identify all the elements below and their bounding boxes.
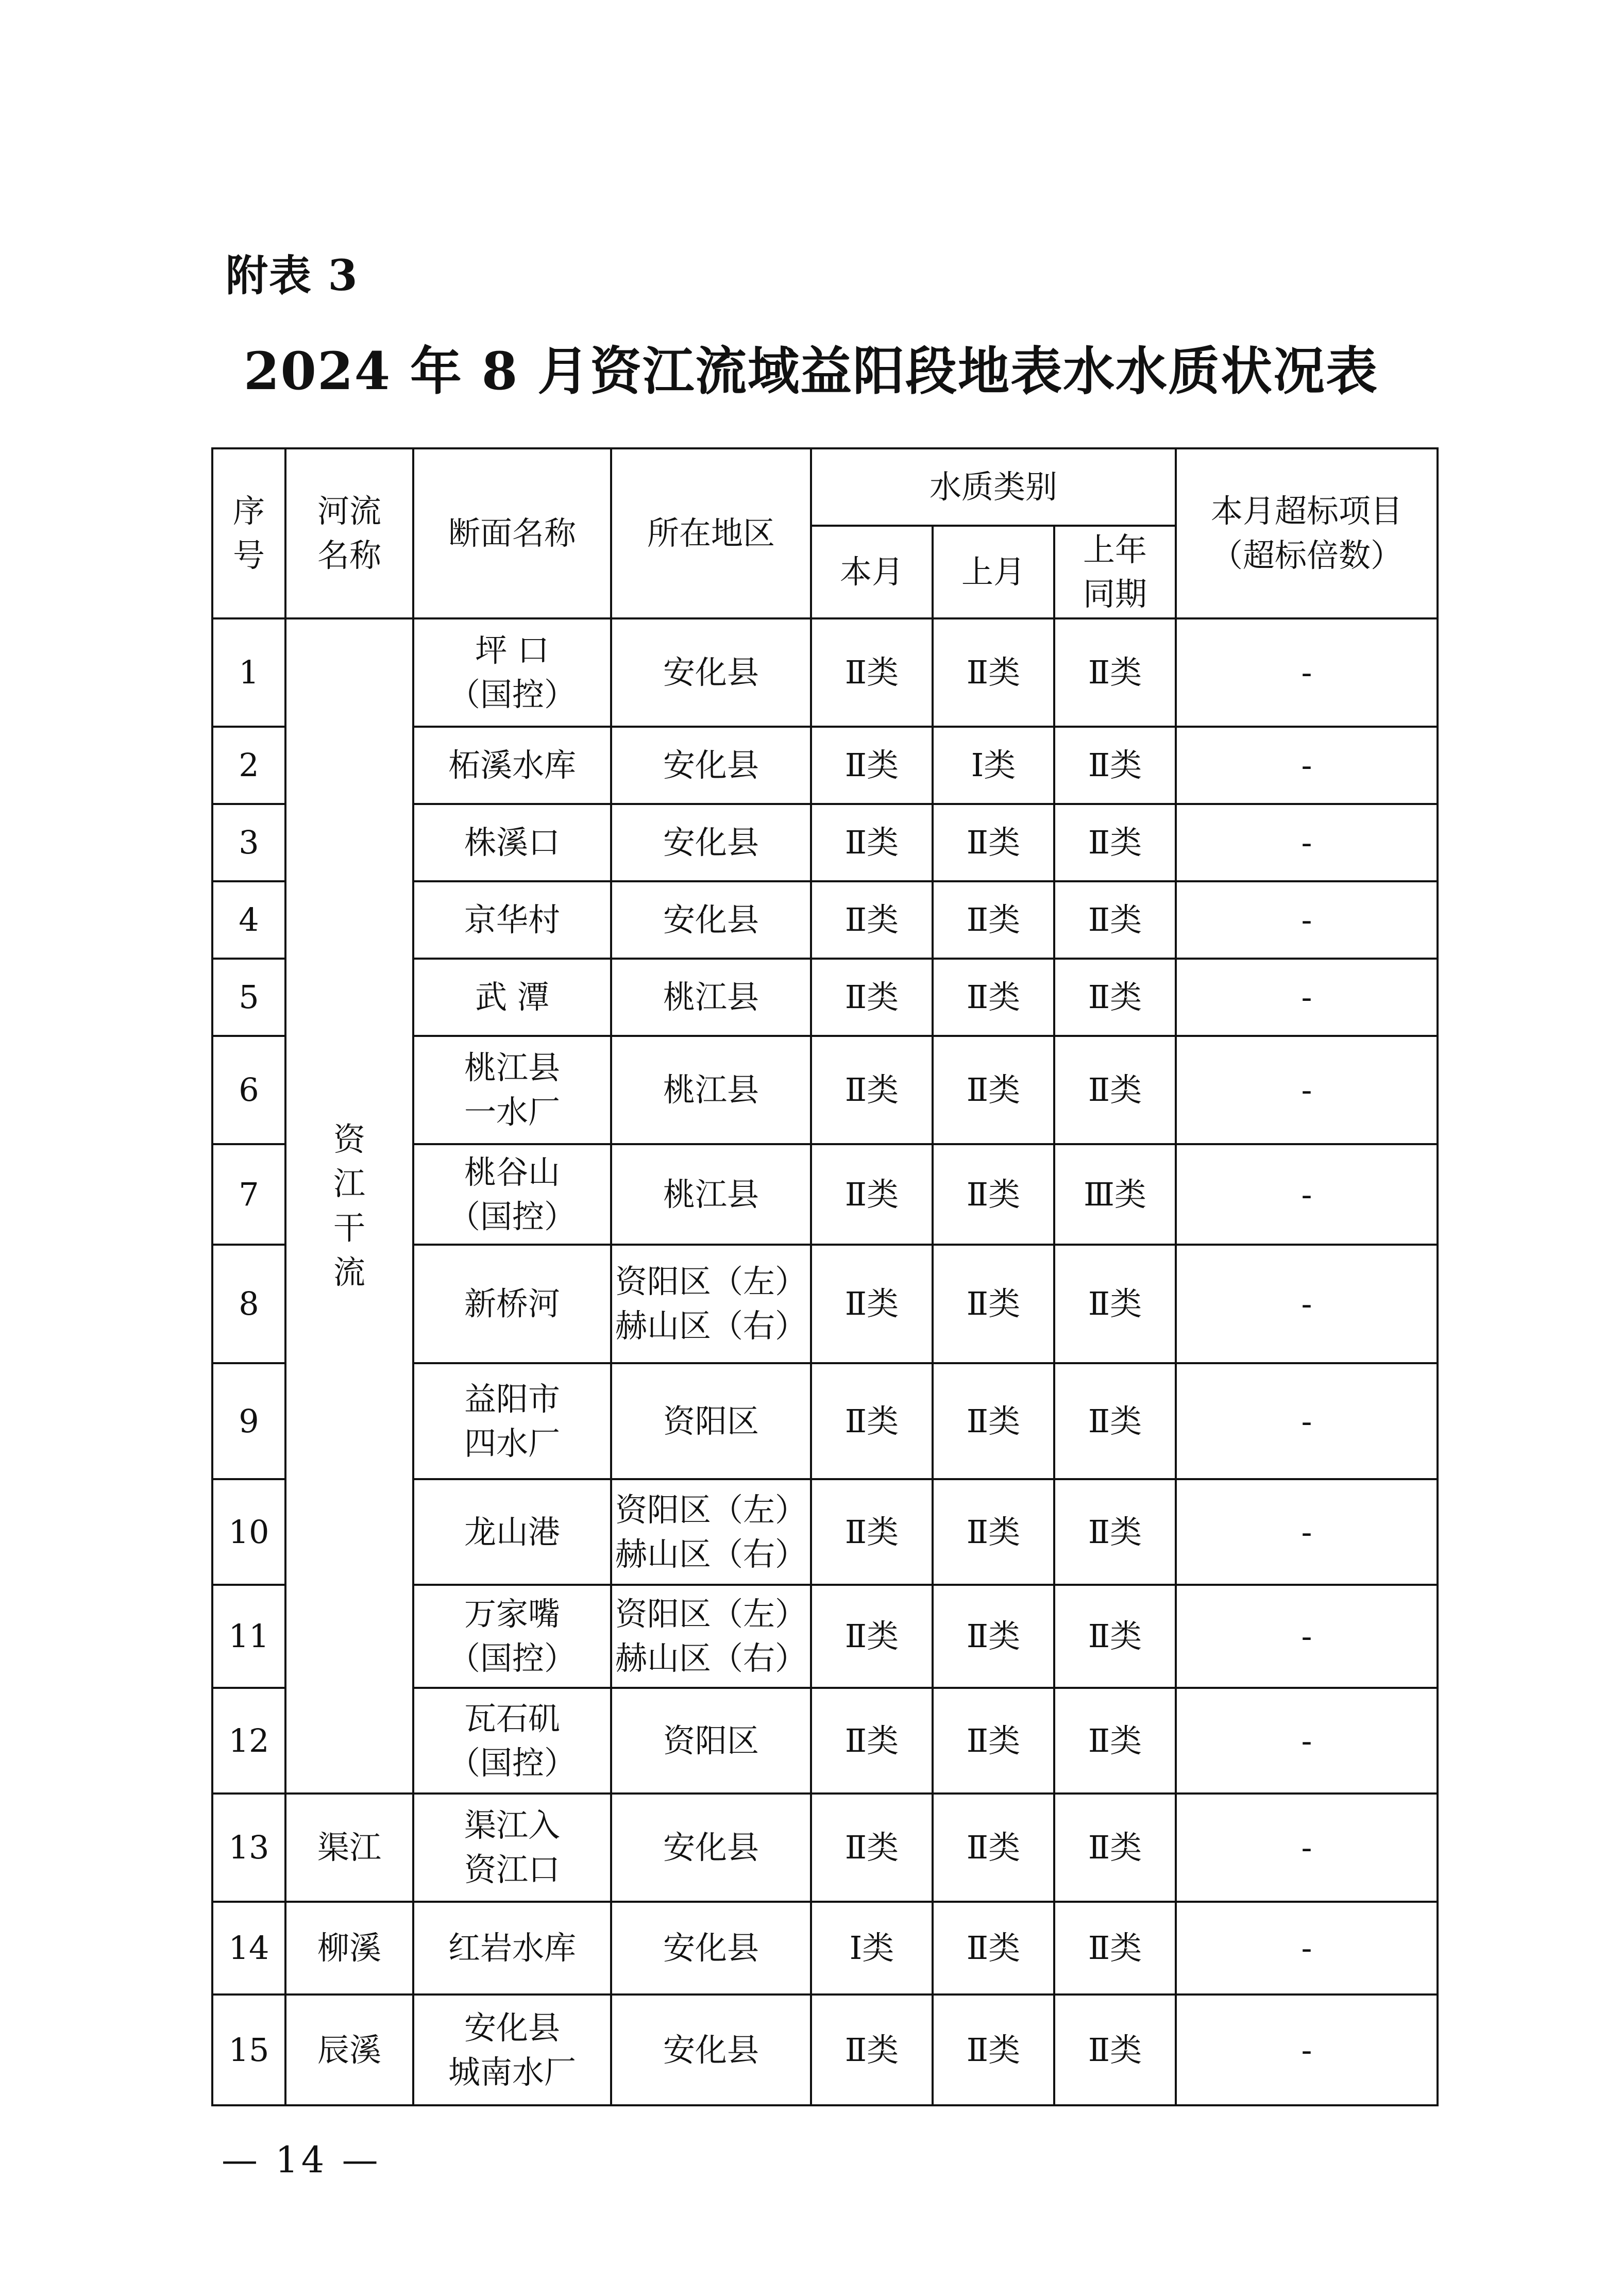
class-last-year-cell: Ⅱ类 xyxy=(1054,881,1176,959)
section-name-cell: 瓦石矶 （国控） xyxy=(413,1688,611,1794)
seq-cell: 10 xyxy=(212,1479,285,1585)
seq-cell: 5 xyxy=(212,959,285,1036)
seq-cell: 8 xyxy=(212,1245,285,1363)
class-last-month-cell: Ⅱ类 xyxy=(933,1902,1054,1995)
class-last-month-cell: Ⅱ类 xyxy=(933,881,1054,959)
exceed-cell: - xyxy=(1176,1688,1438,1794)
header-this-month: 本月 xyxy=(811,526,933,618)
class-last-year-cell: Ⅱ类 xyxy=(1054,1902,1176,1995)
page-number: — 14 — xyxy=(222,2139,381,2181)
class-this-month-cell: Ⅱ类 xyxy=(811,1794,933,1902)
class-last-year-cell: Ⅱ类 xyxy=(1054,1688,1176,1794)
river-name-cell: 资 江 干 流 xyxy=(285,618,413,1794)
seq-cell: 13 xyxy=(212,1794,285,1902)
area-cell: 安化县 xyxy=(611,1902,811,1995)
table-header xyxy=(212,448,1438,618)
section-name-cell: 渠江入 资江口 xyxy=(413,1794,611,1902)
header-last-month: 上月 xyxy=(933,526,1054,618)
area-cell: 资阳区 xyxy=(611,1688,811,1794)
area-cell: 桃江县 xyxy=(611,1144,811,1245)
class-this-month-cell: Ⅱ类 xyxy=(811,881,933,959)
class-this-month-cell: Ⅱ类 xyxy=(811,1245,933,1363)
class-last-month-cell: Ⅱ类 xyxy=(933,959,1054,1036)
exceed-cell: - xyxy=(1176,1902,1438,1995)
class-this-month-cell: Ⅱ类 xyxy=(811,1036,933,1144)
section-name-cell: 京华村 xyxy=(413,881,611,959)
exceed-cell: - xyxy=(1176,1363,1438,1479)
section-name-cell: 益阳市 四水厂 xyxy=(413,1363,611,1479)
class-this-month-cell: Ⅱ类 xyxy=(811,804,933,881)
table-body xyxy=(212,618,1438,2105)
class-last-year-cell: Ⅲ类 xyxy=(1054,1144,1176,1245)
page-title: 2024 年 8 月资江流域益阳段地表水水质状况表 xyxy=(243,341,1379,401)
section-name-cell: 万家嘴 （国控） xyxy=(413,1585,611,1688)
class-this-month-cell: Ⅱ类 xyxy=(811,959,933,1036)
seq-cell: 2 xyxy=(212,727,285,804)
seq-cell: 7 xyxy=(212,1144,285,1245)
class-this-month-cell: Ⅱ类 xyxy=(811,1995,933,2105)
section-name-cell: 坪 口 （国控） xyxy=(413,618,611,727)
exceed-cell: - xyxy=(1176,618,1438,727)
seq-cell: 3 xyxy=(212,804,285,881)
class-this-month-cell: Ⅱ类 xyxy=(811,1688,933,1794)
class-last-year-cell: Ⅱ类 xyxy=(1054,1036,1176,1144)
section-name-cell: 龙山港 xyxy=(413,1479,611,1585)
area-cell: 桃江县 xyxy=(611,959,811,1036)
river-name-cell: 渠江 xyxy=(285,1794,413,1902)
table-row xyxy=(212,618,1438,727)
class-this-month-cell: Ⅱ类 xyxy=(811,1585,933,1688)
table-row xyxy=(212,1995,1438,2105)
seq-cell: 14 xyxy=(212,1902,285,1995)
class-this-month-cell: Ⅱ类 xyxy=(811,1363,933,1479)
class-last-year-cell: Ⅱ类 xyxy=(1054,1479,1176,1585)
area-cell: 资阳区（左） 赫山区（右） xyxy=(611,1585,811,1688)
class-last-month-cell: Ⅱ类 xyxy=(933,1245,1054,1363)
exceed-cell: - xyxy=(1176,1995,1438,2105)
class-last-month-cell: Ⅱ类 xyxy=(933,804,1054,881)
header-area: 所在地区 xyxy=(611,448,811,618)
class-last-year-cell: Ⅱ类 xyxy=(1054,959,1176,1036)
class-last-year-cell: Ⅱ类 xyxy=(1054,727,1176,804)
header-river: 河流 名称 xyxy=(285,448,413,618)
class-last-year-cell: Ⅱ类 xyxy=(1054,618,1176,727)
section-name-cell: 红岩水库 xyxy=(413,1902,611,1995)
exceed-cell: - xyxy=(1176,1794,1438,1902)
appendix-label: 附表 3 xyxy=(226,251,359,300)
seq-cell: 15 xyxy=(212,1995,285,2105)
section-name-cell: 桃谷山 （国控） xyxy=(413,1144,611,1245)
exceed-cell: - xyxy=(1176,881,1438,959)
area-cell: 资阳区（左） 赫山区（右） xyxy=(611,1245,811,1363)
area-cell: 安化县 xyxy=(611,1995,811,2105)
area-cell: 安化县 xyxy=(611,1794,811,1902)
class-last-month-cell: Ⅱ类 xyxy=(933,1995,1054,2105)
section-name-cell: 新桥河 xyxy=(413,1245,611,1363)
table-row xyxy=(212,1902,1438,1995)
area-cell: 资阳区 xyxy=(611,1363,811,1479)
class-last-year-cell: Ⅱ类 xyxy=(1054,1245,1176,1363)
header-exceed: 本月超标项目 （超标倍数） xyxy=(1176,448,1438,618)
exceed-cell: - xyxy=(1176,959,1438,1036)
class-this-month-cell: Ⅱ类 xyxy=(811,727,933,804)
class-last-month-cell: Ⅰ类 xyxy=(933,727,1054,804)
river-name-cell: 辰溪 xyxy=(285,1995,413,2105)
exceed-cell: - xyxy=(1176,1245,1438,1363)
header-same-period-last-year: 上年 同期 xyxy=(1054,526,1176,618)
class-last-year-cell: Ⅱ类 xyxy=(1054,804,1176,881)
section-name-cell: 桃江县 一水厂 xyxy=(413,1036,611,1144)
area-cell: 安化县 xyxy=(611,618,811,727)
class-this-month-cell: Ⅰ类 xyxy=(811,1902,933,1995)
seq-cell: 11 xyxy=(212,1585,285,1688)
header-section: 断面名称 xyxy=(413,448,611,618)
class-last-month-cell: Ⅱ类 xyxy=(933,1688,1054,1794)
class-this-month-cell: Ⅱ类 xyxy=(811,618,933,727)
class-last-month-cell: Ⅱ类 xyxy=(933,618,1054,727)
class-last-year-cell: Ⅱ类 xyxy=(1054,1995,1176,2105)
section-name-cell: 安化县 城南水厂 xyxy=(413,1995,611,2105)
area-cell: 资阳区（左） 赫山区（右） xyxy=(611,1479,811,1585)
seq-cell: 12 xyxy=(212,1688,285,1794)
class-this-month-cell: Ⅱ类 xyxy=(811,1479,933,1585)
water-quality-table xyxy=(211,447,1439,2106)
exceed-cell: - xyxy=(1176,1144,1438,1245)
seq-cell: 9 xyxy=(212,1363,285,1479)
area-cell: 桃江县 xyxy=(611,1036,811,1144)
class-last-month-cell: Ⅱ类 xyxy=(933,1794,1054,1902)
class-last-month-cell: Ⅱ类 xyxy=(933,1144,1054,1245)
class-last-year-cell: Ⅱ类 xyxy=(1054,1585,1176,1688)
table-row xyxy=(212,1794,1438,1902)
seq-cell: 6 xyxy=(212,1036,285,1144)
class-last-year-cell: Ⅱ类 xyxy=(1054,1363,1176,1479)
exceed-cell: - xyxy=(1176,804,1438,881)
exceed-cell: - xyxy=(1176,727,1438,804)
section-name-cell: 柘溪水库 xyxy=(413,727,611,804)
header-seq: 序 号 xyxy=(212,448,285,618)
class-last-month-cell: Ⅱ类 xyxy=(933,1036,1054,1144)
class-this-month-cell: Ⅱ类 xyxy=(811,1144,933,1245)
header-water-class: 水质类别 xyxy=(811,448,1176,526)
class-last-year-cell: Ⅱ类 xyxy=(1054,1794,1176,1902)
area-cell: 安化县 xyxy=(611,727,811,804)
exceed-cell: - xyxy=(1176,1036,1438,1144)
class-last-month-cell: Ⅱ类 xyxy=(933,1363,1054,1479)
class-last-month-cell: Ⅱ类 xyxy=(933,1479,1054,1585)
exceed-cell: - xyxy=(1176,1479,1438,1585)
river-name-cell: 柳溪 xyxy=(285,1902,413,1995)
area-cell: 安化县 xyxy=(611,881,811,959)
seq-cell: 4 xyxy=(212,881,285,959)
class-last-month-cell: Ⅱ类 xyxy=(933,1585,1054,1688)
seq-cell: 1 xyxy=(212,618,285,727)
exceed-cell: - xyxy=(1176,1585,1438,1688)
section-name-cell: 株溪口 xyxy=(413,804,611,881)
section-name-cell: 武 潭 xyxy=(413,959,611,1036)
area-cell: 安化县 xyxy=(611,804,811,881)
